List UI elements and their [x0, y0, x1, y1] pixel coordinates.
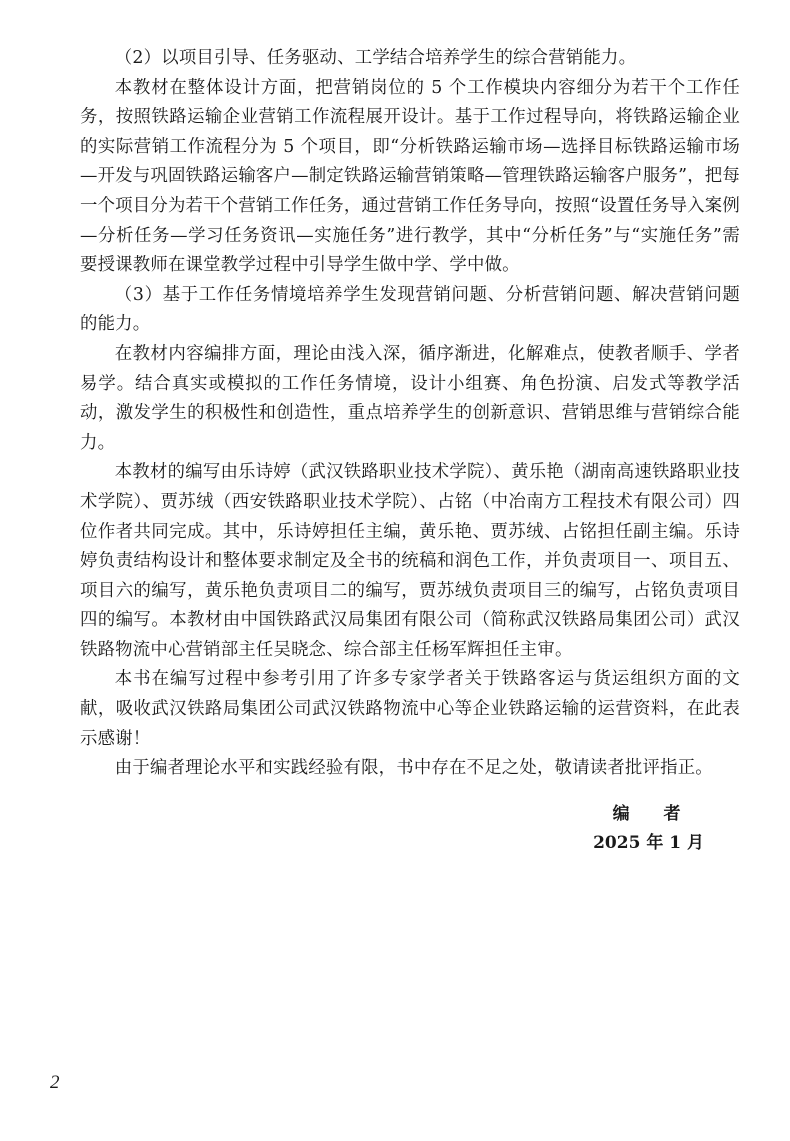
paragraph-7: 由于编者理论水平和实践经验有限，书中存在不足之处，敬请读者批评指正。: [114, 758, 713, 779]
preface-body: [80, 44, 740, 784]
signature-date: 2025 年 1 月: [593, 833, 704, 853]
signature-author: 编 者: [612, 804, 695, 824]
signature-block: [593, 800, 704, 858]
paragraph-5: 本教材的编写由乐诗婷（武汉铁路职业技术学院）、黄乐艳（湖南高速铁路职业技术学院）、贾苏绒（西安铁路职业技术学院）、占铭（中冶南方工程技术有限公司）四位作者共同完成。其中，乐诗婷担任主编，黄乐艳、贾苏绒、占铭担任副主编。乐诗婷负责结构设计和整体要求制定及全书的统稿和润色工作，并负责项目一、项目五、项目六的编写，黄乐艳负责项目二的编写，贾苏绒负责项目三的编写，占铭负责项目四的编写。本教材由中国铁路武汉局集团有限公司（简称武汉铁路局集团公司）武汉铁路物流中心营销部主任吴晓念、综合部主任杨军辉担任主审。: [80, 462, 740, 660]
paragraph-2: 本教材在整体设计方面，把营销岗位的 5 个工作模块内容细分为若干个工作任务，按照铁路运输企业营销工作流程展开设计。基于工作过程导向，将铁路运输企业的实际营销工作流程分为 5 个项目，即“分析铁路运输市场—选择目标铁路运输市场—开发与巩固铁路运输客户—制定铁路运输营销策略—管理铁路运输客户服务”，把每一个项目分为若干个营销工作任务，通过营销工作任务导向，按照“设置任务导入案例—分析任务—学习任务资讯—实施任务”进行教学，其中“分析任务”与“实施任务”需要授课教师在课堂教学过程中引导学生做中学、学中做。: [80, 77, 740, 276]
paragraph-3: （3）基于工作任务情境培养学生发现营销问题、分析营销问题、解决营销问题的能力。: [80, 284, 740, 335]
paragraph-4: 在教材内容编排方面，理论由浅入深，循序渐进，化解难点，使教者顺手、学者易学。结合真实或模拟的工作任务情境，设计小组赛、角色扮演、启发式等教学活动，激发学生的积极性和创造性，重点培养学生的创新意识、营销思维与营销综合能力。: [80, 343, 740, 453]
paragraph-6: 本书在编写过程中参考引用了许多专家学者关于铁路客运与货运组织方面的文献，吸收武汉铁路局集团公司武汉铁路物流中心等企业铁路运输的运营资料，在此表示感谢！: [80, 669, 740, 749]
page-number: 2: [50, 1072, 60, 1093]
paragraph-1: （2）以项目引导、任务驱动、工学结合培养学生的综合营销能力。: [114, 48, 637, 68]
